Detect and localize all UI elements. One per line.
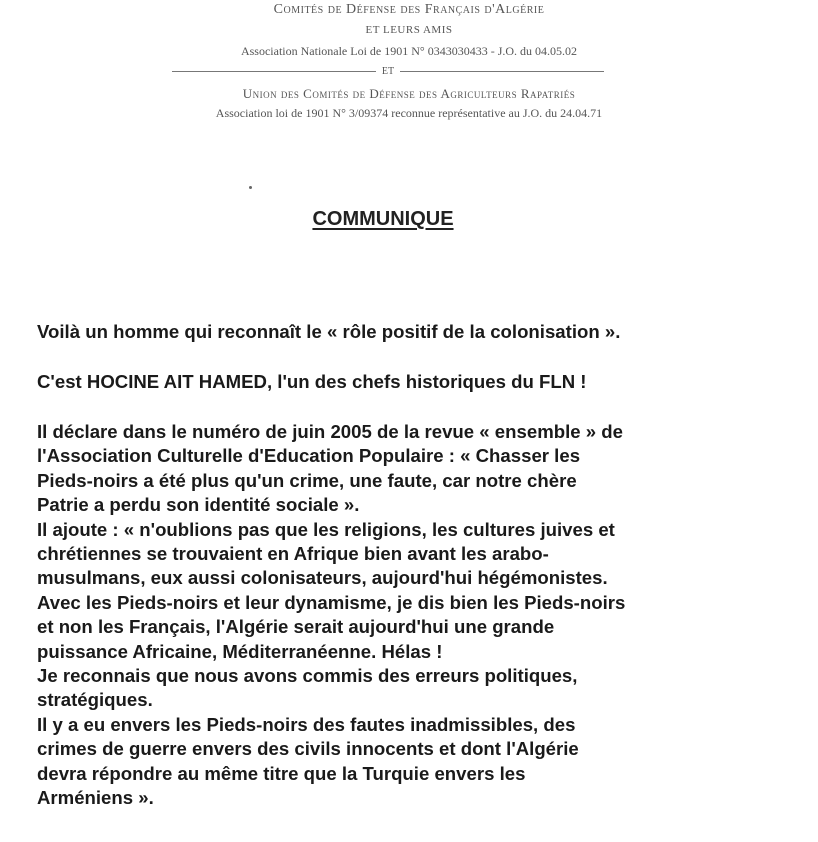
quote-line: Pieds-noirs a été plus qu'un crime, une faute, car notre chère xyxy=(37,469,577,491)
letterhead-org-name: Comités de Défense des Français d'Algérie xyxy=(273,2,545,17)
page-title: COMMUNIQUE xyxy=(312,208,454,230)
quote-line: Arméniens ». xyxy=(37,787,154,809)
paragraph-identity xyxy=(37,370,767,394)
letterhead-org-subtitle: ET LEURS AMIS xyxy=(365,24,453,36)
quote-line: l'Association Culturelle d'Education Populaire : « Chasser les xyxy=(37,445,581,467)
quote-line: musulmans, eux aussi colonisateurs, aujourd'hui hégémonistes. xyxy=(37,567,608,589)
paragraph-line: Voilà un homme qui reconnaît le « rôle positif de la colonisation ». xyxy=(37,321,621,342)
quote-line: et non les Français, l'Algérie serait aujourd'hui une grande xyxy=(37,616,555,638)
quote-line: chrétiennes se trouvaient en Afrique bien avant les arabo- xyxy=(37,543,549,565)
paragraph-intro xyxy=(37,320,767,344)
letterhead-registration-1: Association Nationale Loi de 1901 N° 0343030433 - J.O. du 04.05.02 xyxy=(240,44,578,58)
quote-line: Il déclare dans le numéro de juin 2005 de la revue « ensemble » de xyxy=(37,421,623,442)
quote-line: stratégiques. xyxy=(37,689,153,711)
quote-line: Patrie a perdu son identité sociale ». xyxy=(37,494,360,516)
letterhead-union-name: Union des Comités de Défense des Agriculteurs Rapatriés xyxy=(242,86,576,101)
separator-rule-right xyxy=(400,71,604,72)
quote-line: devra répondre au même titre que la Turquie envers les xyxy=(37,762,526,784)
quote-line: Il y a eu envers les Pieds-noirs des fautes inadmissibles, des xyxy=(37,713,576,735)
separator-label: ET xyxy=(381,66,395,77)
quote-line: Je reconnais que nous avons commis des erreurs politiques, xyxy=(37,665,578,687)
quote-line: puissance Africaine, Méditerranéenne. Hélas ! xyxy=(37,640,443,662)
letterhead-registration-2: Association loi de 1901 N° 3/09374 reconnue représentative au J.O. du 24.04.71 xyxy=(215,106,603,120)
letterhead-separator xyxy=(172,66,604,77)
quote-line: Avec les Pieds-noirs et leur dynamisme, je dis bien les Pieds-noirs xyxy=(37,591,626,613)
quote-line: Il ajoute : « n'oublions pas que les religions, les cultures juives et xyxy=(37,518,615,540)
separator-rule-left xyxy=(172,71,376,72)
paragraph-quote xyxy=(37,420,767,811)
paragraph-line: C'est HOCINE AIT HAMED, l'un des chefs historiques du FLN ! xyxy=(37,371,587,392)
scan-speck xyxy=(249,186,252,189)
quote-line: crimes de guerre envers des civils innocents et dont l'Algérie xyxy=(37,738,579,760)
